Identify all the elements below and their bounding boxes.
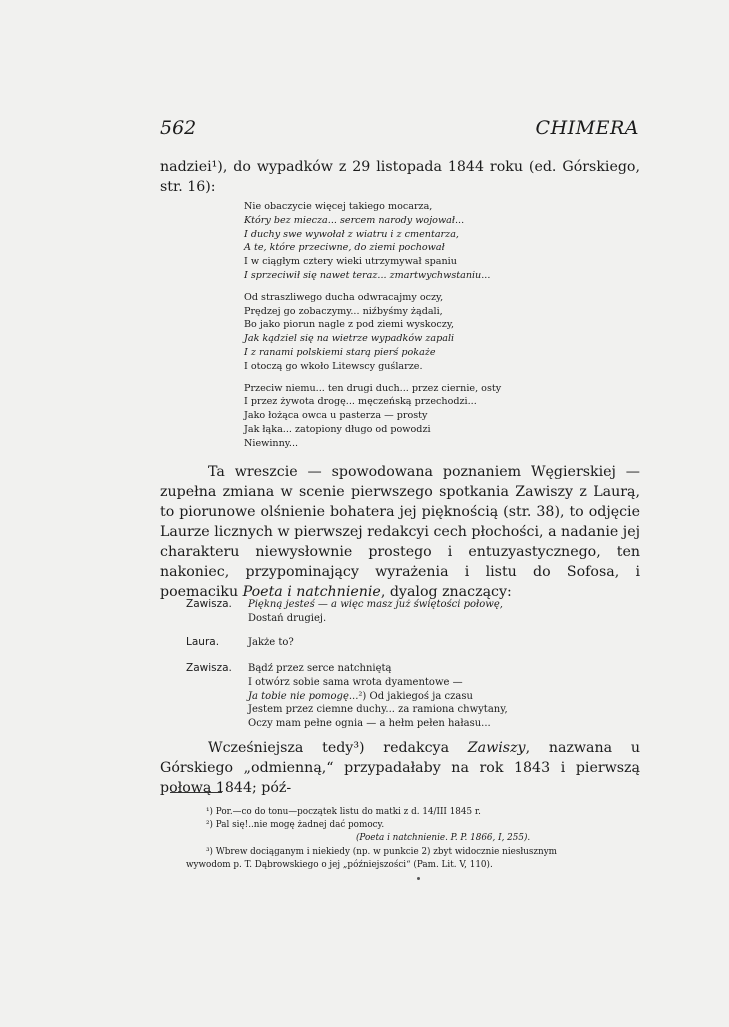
speech-lines [248,598,503,626]
stanza-break [244,374,544,382]
speech-line: Ja tobie nie pomogę...²) Od jakiegoś ja czasu [248,690,473,702]
poem-line: Przeciw niemu... ten drugi duch... przez ciernie, osty [244,382,502,394]
closing-paragraph [160,738,640,798]
poem-line: Prędzej go zobaczymy... niźbyśmy żądali, [244,305,443,317]
speech-line: Jakże to? [248,637,294,648]
speaker-name: Zawisza. [186,598,232,610]
work-title: Poeta i natchnienie [242,584,381,600]
poem-line: Jako łożąca owca u pasterza — prosty [244,410,428,422]
poem-line: Od straszliwego ducha odwracajmy oczy, [244,291,444,303]
closing-paragraph-text: Wcześniejsza tedy³) redakcya Zawiszy, nazwana u Górskiego „odmienną,“ przypadałaby na rok 1843 i pierwszą połową 1844; póź- [160,740,641,796]
poem-line: I sprzeciwił się nawet teraz... zmartwychwstaniu... [244,269,491,281]
poem-line: A te, które przeciwne, do ziemi pochował [244,242,445,254]
footnote-2: ²) Pal się!..nie mogę żadnej dać pomocy. [206,820,385,830]
footnote-1: ¹) Por.—co do tonu—początek listu do matki z d. 14/III 1845 r. [206,807,481,817]
main-paragraph [160,462,640,602]
work-title: Zawiszy [467,740,526,756]
page-number: 562 [160,117,197,139]
footnote-3: ³) Wbrew dociąganym i niekiedy (np. w punkcie 2) zbyt widocznie niesłusznym [206,847,557,857]
speech-line: Oczy mam pełne ognia — a hełm pełen hałasu... [248,718,491,730]
speech-line: Jestem przez ciemne duchy... za ramiona chwytany, [248,704,508,716]
speech-line: Bądź przez serce natchniętą [248,663,392,674]
running-title: CHIMERA [535,117,639,139]
speaker-name: Zawisza. [186,662,232,674]
speech-line: Piękną jesteś — a więc masz już świętości połowę, [248,599,503,610]
poem-line: I duchy swe wywołał z wiatru i z cmentarza, [244,228,459,240]
poem-line: I z ranami polskiemi starą pierś pokaże [244,346,436,358]
poem-line: Nie obaczycie więcej takiego mocarza, [244,201,433,212]
poem-line: I przez żywota drogę... męczeńską przechodzi... [244,396,477,408]
poem-line: Który bez miecza... sercem narody wojował... [244,214,465,226]
poem-line: Jak łąka... zatopiony długo od powodzi [244,423,431,435]
speech-line: I otwórz sobie sama wrota dyamentowe — [248,676,463,688]
poem-line: Jak kądziel się na wietrze wypadków zapali [244,333,455,345]
page-header [160,117,639,141]
speech-line: Dostań drugiej. [248,612,327,624]
footnote-3-cont: wywodom p. T. Dąbrowskiego o jej „późniejszości“ (Pam. Lit. V, 110). [186,860,493,870]
poem-line: Niewinny... [244,437,299,449]
poem-line: I otoczą go wkoło Litewscy guślarze. [244,360,423,372]
poem-quote [244,200,544,451]
footnote-rule [170,792,222,793]
poem-line: Bo jako piorun nagle z pod ziemi wyskoczy, [244,319,455,331]
speech-lines [248,662,508,731]
stanza-break [244,283,544,291]
print-speck [417,877,420,880]
speech-lines [248,636,294,650]
intro-paragraph: nadziei¹), do wypadków z 29 listopada 1844 roku (ed. Górskiego, str. 16): [160,159,640,195]
footnote-2-source: (Poeta i natchnienie. P. P. 1866, I, 255). [356,833,531,843]
speaker-name: Laura. [186,636,220,648]
main-paragraph-text: Ta wreszcie — spowodowana poznaniem Węgierskiej — zupełna zmiana w scenie pierwszego spotkania Zawiszy z Laurą, to piorunowe olśnienie bohatera jej pięknością (str. 38), to odjęcie Laurze licznych w pierwszej redakcyi cech płochości, a nadanie jej charakteru niewysłownie prostego i entuzyastycznego, ten nakoniec, przypominający wyrażenia i listu do Sofosa, i poemaciku Poeta i natchnienie, dyalog znaczący: [160,464,640,600]
poem-line: I w ciągłym cztery wieki utrzymywał spaniu [244,256,457,268]
